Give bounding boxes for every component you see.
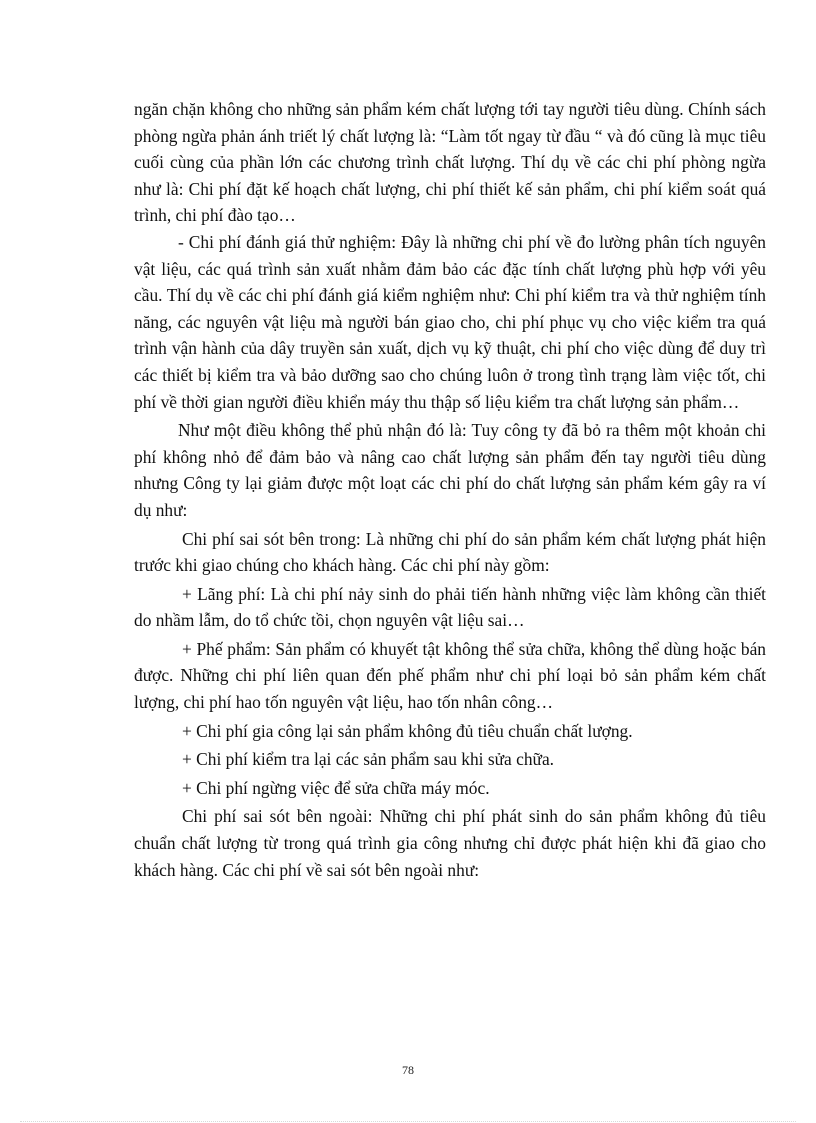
paragraph-external-failure-costs: Chi phí sai sót bên ngoài: Những chi phí phát sinh do sản phẩm không đủ tiêu chuẩn chất lượng từ trong quá trình gia công nhưng chỉ được phát hiện khi đã giao cho khách hàng. Các chi phí về sai sót bên ngoài như: — [134, 806, 766, 880]
page-bottom-divider — [20, 1121, 796, 1122]
list-item-downtime: + Chi phí ngừng việc để sửa chữa máy móc. — [182, 777, 490, 798]
paragraph-internal-failure-costs: Chi phí sai sót bên trong: Là những chi phí do sản phẩm kém chất lượng phát hiện trước khi giao chúng cho khách hàng. Các chi phí này gồm: — [134, 528, 766, 576]
list-item-rework: + Chi phí gia công lại sản phẩm không đủ tiêu chuẩn chất lượng. — [182, 720, 633, 741]
page-body — [134, 96, 766, 883]
list-item-scrap: + Phế phẩm: Sản phẩm có khuyết tật không thể sửa chữa, không thể dùng hoặc bán được. Những chi phí liên quan đến phế phẩm như chi phí loại bỏ sản phẩm kém chất lượng, chi phí hao tốn nguyên vật liệu, hao tốn nhân công… — [134, 638, 766, 713]
list-item-reinspection: + Chi phí kiểm tra lại các sản phẩm sau khi sửa chữa. — [182, 749, 555, 770]
paragraph-cost-savings: Như một điều không thể phủ nhận đó là: Tuy công ty đã bỏ ra thêm một khoản chi phí không nhỏ để đảm bảo và nâng cao chất lượng sản phẩm đến tay người tiêu dùng nhưng Công ty lại giảm được một loạt các chi phí do chất lượng sản phẩm kém gây ra ví dụ như: — [134, 420, 766, 520]
list-item-waste: + Lãng phí: Là chi phí nảy sinh do phải tiến hành những việc làm không cần thiết do nhầm lẫm, do tổ chức tồi, chọn nguyên vật liệu sai… — [134, 583, 766, 631]
paragraph-appraisal-costs: - Chi phí đánh giá thử nghiệm: Đây là những chi phí về đo lường phân tích nguyên vật liệu, các quá trình sản xuất nhằm đảm bảo các đặc tính chất lượng phù hợp với yêu cầu. Thí dụ về các chi phí đánh giá kiểm nghiệm như: Chi phí kiểm tra và thử nghiệm tính năng, các nguyên vật liệu mà người bán giao cho, chi phí phục vụ cho việc kiểm tra quá trình vận hành của dây truyền sản xuất, dịch vụ kỹ thuật, chi phí cho việc dùng để duy trì các thiết bị kiểm tra và bảo dưỡng sao cho chúng luôn ở trong tình trạng làm việc tốt, chi phí về thời gian người điều khiển máy thu thập số liệu kiểm tra chất lượng sản phẩm… — [134, 231, 766, 412]
paragraph-prevention-costs-continued: ngăn chặn không cho những sản phẩm kém chất lượng tới tay người tiêu dùng. Chính sách phòng ngừa phản ánh triết lý chất lượng là: “Làm tốt ngay từ đầu “ và đó cũng là mục tiêu cuối cùng của phần lớn các chương trình chất lượng. Thí dụ về các chi phí phòng ngừa như là: Chi phí đặt kế hoạch chất lượng, chi phí thiết kế sản phẩm, chi phí kiểm soát quá trình, chi phí đào tạo… — [134, 99, 766, 226]
page-number: 78 — [402, 1063, 414, 1077]
